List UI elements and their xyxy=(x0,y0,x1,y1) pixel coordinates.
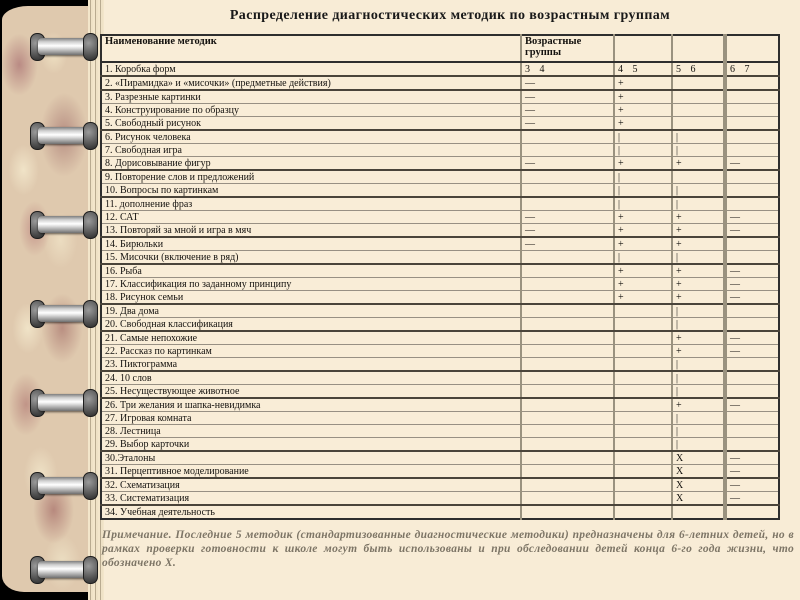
age-marker-cell: — xyxy=(725,157,779,171)
age-marker-cell xyxy=(521,398,614,412)
age-marker-cell: — xyxy=(725,331,779,345)
age-marker-cell: + xyxy=(672,331,725,345)
age-marker-cell xyxy=(672,76,725,90)
age-marker-cell: 5 6 xyxy=(672,62,725,76)
table-row xyxy=(101,291,779,305)
table-row xyxy=(101,451,779,465)
table-row xyxy=(101,170,779,184)
age-marker-cell: — xyxy=(725,492,779,506)
age-marker-cell: | xyxy=(672,251,725,265)
method-name-cell: 27. Игровая комната xyxy=(101,412,521,425)
age-marker-cell xyxy=(614,425,672,438)
age-marker-cell: | xyxy=(614,170,672,184)
age-marker-cell: + xyxy=(614,104,672,117)
age-marker-cell xyxy=(725,170,779,184)
ring-cap-icon xyxy=(83,33,98,61)
age-marker-cell: + xyxy=(614,157,672,171)
age-marker-cell xyxy=(614,478,672,492)
age-marker-cell xyxy=(725,90,779,104)
age-marker-cell: Х xyxy=(672,465,725,479)
age-marker-cell xyxy=(521,264,614,278)
age-marker-cell: — xyxy=(725,291,779,305)
age-marker-cell: — xyxy=(521,76,614,90)
age-marker-cell: | xyxy=(672,184,725,198)
age-marker-cell xyxy=(614,318,672,332)
table-row xyxy=(101,304,779,318)
age-marker-cell: — xyxy=(521,224,614,238)
header-empty-cell xyxy=(614,35,672,62)
table-row xyxy=(101,76,779,90)
age-marker-cell xyxy=(614,492,672,506)
age-marker-cell: — xyxy=(725,478,779,492)
table-row xyxy=(101,331,779,345)
age-marker-cell xyxy=(614,465,672,479)
age-marker-cell xyxy=(614,398,672,412)
table-row xyxy=(101,318,779,332)
age-marker-cell: 6 7 xyxy=(725,62,779,76)
age-marker-cell xyxy=(521,318,614,332)
age-marker-cell: + xyxy=(672,237,725,251)
header-age-groups: Возрастные группы xyxy=(521,35,614,62)
method-name-cell: 33. Систематизация xyxy=(101,492,521,506)
age-marker-cell xyxy=(614,331,672,345)
age-marker-cell xyxy=(521,345,614,358)
table-row xyxy=(101,425,779,438)
age-marker-cell xyxy=(672,104,725,117)
age-marker-cell xyxy=(521,170,614,184)
age-marker-cell xyxy=(725,505,779,519)
age-marker-cell: + xyxy=(614,264,672,278)
age-marker-cell xyxy=(614,438,672,452)
age-marker-cell xyxy=(521,197,614,211)
age-marker-cell: — xyxy=(521,104,614,117)
binder-ring xyxy=(30,300,98,328)
table-header-row xyxy=(101,35,779,62)
method-name-cell: 13. Повторяй за мной и игра в мяч xyxy=(101,224,521,238)
age-marker-cell xyxy=(672,90,725,104)
age-marker-cell xyxy=(725,358,779,372)
age-marker-cell xyxy=(614,304,672,318)
method-name-cell: 15. Мисочки (включение в ряд) xyxy=(101,251,521,265)
age-marker-cell xyxy=(614,451,672,465)
method-name-cell: 2. «Пирамидка» и «мисочки» (предметные действия) xyxy=(101,76,521,90)
binder-ring xyxy=(30,33,98,61)
age-marker-cell xyxy=(725,425,779,438)
age-marker-cell xyxy=(521,251,614,265)
age-marker-cell: + xyxy=(614,117,672,131)
age-marker-cell: | xyxy=(672,197,725,211)
table-row xyxy=(101,211,779,224)
method-name-cell: 34. Учебная деятельность xyxy=(101,505,521,519)
age-marker-cell: | xyxy=(614,251,672,265)
method-name-cell: 19. Два дома xyxy=(101,304,521,318)
age-marker-cell: + xyxy=(614,237,672,251)
header-methods-name: Наименование методик xyxy=(101,35,521,62)
binder-ring xyxy=(30,556,98,584)
age-marker-cell: 3 4 xyxy=(521,62,614,76)
table-row xyxy=(101,505,779,519)
slide-title: Распределение диагностических методик по возрастным группам xyxy=(229,8,671,23)
age-marker-cell: + xyxy=(614,76,672,90)
age-marker-cell: — xyxy=(725,398,779,412)
method-name-cell: 10. Вопросы по картинкам xyxy=(101,184,521,198)
age-marker-cell xyxy=(614,412,672,425)
age-marker-cell: | xyxy=(672,385,725,399)
age-marker-cell xyxy=(521,492,614,506)
method-name-cell: 3. Разрезные картинки xyxy=(101,90,521,104)
age-marker-cell: — xyxy=(521,157,614,171)
age-marker-cell: + xyxy=(672,157,725,171)
table-row xyxy=(101,104,779,117)
table-row xyxy=(101,371,779,385)
method-name-cell: 12. САТ xyxy=(101,211,521,224)
footnote-text: Примечание. Последние 5 методик (стандартизованные диагностические методики) предназначены для 6-летних детей, но в рамках проверки готовности к школе могут быть использованы и при обследовании детей конца 6-го года жизни, что обозначено Х. xyxy=(102,529,794,569)
table-row xyxy=(101,90,779,104)
age-marker-cell: — xyxy=(725,211,779,224)
age-marker-cell xyxy=(521,465,614,479)
age-marker-cell xyxy=(521,184,614,198)
age-marker-cell xyxy=(725,184,779,198)
table-row xyxy=(101,465,779,479)
method-name-cell: 16. Рыба xyxy=(101,264,521,278)
age-marker-cell: — xyxy=(725,224,779,238)
ring-cap-icon xyxy=(83,556,98,584)
age-marker-cell: 4 5 xyxy=(614,62,672,76)
age-marker-cell xyxy=(672,170,725,184)
age-marker-cell: — xyxy=(725,264,779,278)
method-name-cell: 32. Схематизация xyxy=(101,478,521,492)
age-marker-cell: | xyxy=(672,318,725,332)
age-marker-cell: + xyxy=(672,211,725,224)
age-marker-cell xyxy=(521,291,614,305)
age-marker-cell xyxy=(725,438,779,452)
age-marker-cell xyxy=(521,144,614,157)
table-row xyxy=(101,157,779,171)
age-marker-cell xyxy=(725,371,779,385)
table-row xyxy=(101,345,779,358)
method-name-cell: 11. дополнение фраз xyxy=(101,197,521,211)
age-marker-cell: | xyxy=(614,130,672,144)
method-name-cell: 6. Рисунок человека xyxy=(101,130,521,144)
method-name-cell: 26. Три желания и шапка-невидимка xyxy=(101,398,521,412)
method-name-cell: 21. Самые непохожие xyxy=(101,331,521,345)
method-name-cell: 17. Классификация по заданному принципу xyxy=(101,278,521,291)
method-name-cell: 14. Бирюльки xyxy=(101,237,521,251)
table-row xyxy=(101,197,779,211)
table-row xyxy=(101,62,779,76)
method-name-cell: 30.Эталоны xyxy=(101,451,521,465)
ring-cap-icon xyxy=(83,472,98,500)
table-row xyxy=(101,184,779,198)
age-marker-cell xyxy=(521,451,614,465)
age-marker-cell: + xyxy=(614,90,672,104)
age-marker-cell: + xyxy=(614,278,672,291)
method-name-cell: 1. Коробка форм xyxy=(101,62,521,76)
age-marker-cell: | xyxy=(614,197,672,211)
binder-ring xyxy=(30,122,98,150)
age-marker-cell: | xyxy=(672,358,725,372)
age-marker-cell: | xyxy=(672,144,725,157)
age-marker-cell xyxy=(521,371,614,385)
age-marker-cell: Х xyxy=(672,492,725,506)
age-marker-cell: + xyxy=(672,345,725,358)
age-marker-cell: — xyxy=(521,117,614,131)
age-marker-cell: | xyxy=(672,371,725,385)
age-marker-cell: | xyxy=(672,130,725,144)
age-marker-cell xyxy=(521,438,614,452)
method-name-cell: 22. Рассказ по картинкам xyxy=(101,345,521,358)
age-marker-cell xyxy=(521,505,614,519)
ring-cap-icon xyxy=(83,211,98,239)
table-row xyxy=(101,412,779,425)
table-row xyxy=(101,398,779,412)
method-name-cell: 8. Дорисовывание фигур xyxy=(101,157,521,171)
age-marker-cell xyxy=(521,478,614,492)
method-name-cell: 20. Свободная классификация xyxy=(101,318,521,332)
age-marker-cell xyxy=(725,304,779,318)
age-marker-cell xyxy=(521,425,614,438)
age-marker-cell: — xyxy=(725,451,779,465)
age-marker-cell xyxy=(725,76,779,90)
method-name-cell: 5. Свободный рисунок xyxy=(101,117,521,131)
method-name-cell: 9. Повторение слов и предложений xyxy=(101,170,521,184)
method-name-cell: 25. Несуществующее животное xyxy=(101,385,521,399)
table-row xyxy=(101,438,779,452)
age-marker-cell: + xyxy=(614,211,672,224)
age-marker-cell xyxy=(521,358,614,372)
age-marker-cell: — xyxy=(521,237,614,251)
age-marker-cell xyxy=(725,104,779,117)
age-marker-cell xyxy=(521,331,614,345)
age-marker-cell: — xyxy=(521,90,614,104)
method-name-cell: 28. Лестница xyxy=(101,425,521,438)
age-marker-cell xyxy=(521,412,614,425)
table-row xyxy=(101,264,779,278)
table-row xyxy=(101,144,779,157)
age-marker-cell: | xyxy=(672,425,725,438)
table-row xyxy=(101,278,779,291)
table-row xyxy=(101,358,779,372)
age-marker-cell xyxy=(725,385,779,399)
methods-by-age-table xyxy=(100,34,780,520)
age-marker-cell xyxy=(521,130,614,144)
age-marker-cell xyxy=(614,385,672,399)
table-row xyxy=(101,478,779,492)
age-marker-cell: — xyxy=(725,278,779,291)
age-marker-cell xyxy=(725,197,779,211)
age-marker-cell xyxy=(614,505,672,519)
age-marker-cell xyxy=(725,117,779,131)
binder-ring xyxy=(30,389,98,417)
age-marker-cell xyxy=(725,318,779,332)
age-marker-cell xyxy=(614,371,672,385)
ring-cap-icon xyxy=(83,122,98,150)
method-name-cell: 31. Перцептивное моделирование xyxy=(101,465,521,479)
age-marker-cell xyxy=(725,144,779,157)
age-marker-cell xyxy=(614,358,672,372)
age-marker-cell: | xyxy=(672,304,725,318)
age-marker-cell: | xyxy=(672,412,725,425)
age-marker-cell: + xyxy=(672,224,725,238)
binder-ring xyxy=(30,211,98,239)
ring-cap-icon xyxy=(83,300,98,328)
binder-ring xyxy=(30,472,98,500)
age-marker-cell: + xyxy=(614,224,672,238)
table-row xyxy=(101,130,779,144)
age-marker-cell xyxy=(725,251,779,265)
method-name-cell: 24. 10 слов xyxy=(101,371,521,385)
method-name-cell: 4. Конструирование по образцу xyxy=(101,104,521,117)
method-name-cell: 23. Пиктограмма xyxy=(101,358,521,372)
age-marker-cell: + xyxy=(672,291,725,305)
header-empty-cell xyxy=(672,35,725,62)
age-marker-cell: | xyxy=(672,438,725,452)
age-marker-cell: Х xyxy=(672,478,725,492)
table-row xyxy=(101,117,779,131)
method-name-cell: 7. Свободная игра xyxy=(101,144,521,157)
age-marker-cell xyxy=(672,505,725,519)
method-name-cell: 18. Рисунок семьи xyxy=(101,291,521,305)
age-marker-cell xyxy=(521,385,614,399)
book-cover-marble xyxy=(2,6,88,592)
age-marker-cell: + xyxy=(672,398,725,412)
age-marker-cell xyxy=(725,412,779,425)
table-row xyxy=(101,385,779,399)
age-marker-cell xyxy=(521,304,614,318)
age-marker-cell xyxy=(725,130,779,144)
age-marker-cell xyxy=(672,117,725,131)
age-marker-cell: Х xyxy=(672,451,725,465)
age-marker-cell: — xyxy=(725,465,779,479)
age-marker-cell: + xyxy=(614,291,672,305)
age-marker-cell: + xyxy=(672,264,725,278)
age-marker-cell: | xyxy=(614,184,672,198)
method-name-cell: 29. Выбор карточки xyxy=(101,438,521,452)
age-marker-cell xyxy=(725,237,779,251)
age-marker-cell: — xyxy=(521,211,614,224)
age-marker-cell xyxy=(614,345,672,358)
header-empty-cell xyxy=(725,35,779,62)
age-marker-cell: | xyxy=(614,144,672,157)
ring-cap-icon xyxy=(83,389,98,417)
age-marker-cell: — xyxy=(725,345,779,358)
table-row xyxy=(101,251,779,265)
age-marker-cell xyxy=(521,278,614,291)
table-row xyxy=(101,492,779,506)
age-marker-cell: + xyxy=(672,278,725,291)
table-row xyxy=(101,224,779,238)
table-row xyxy=(101,237,779,251)
